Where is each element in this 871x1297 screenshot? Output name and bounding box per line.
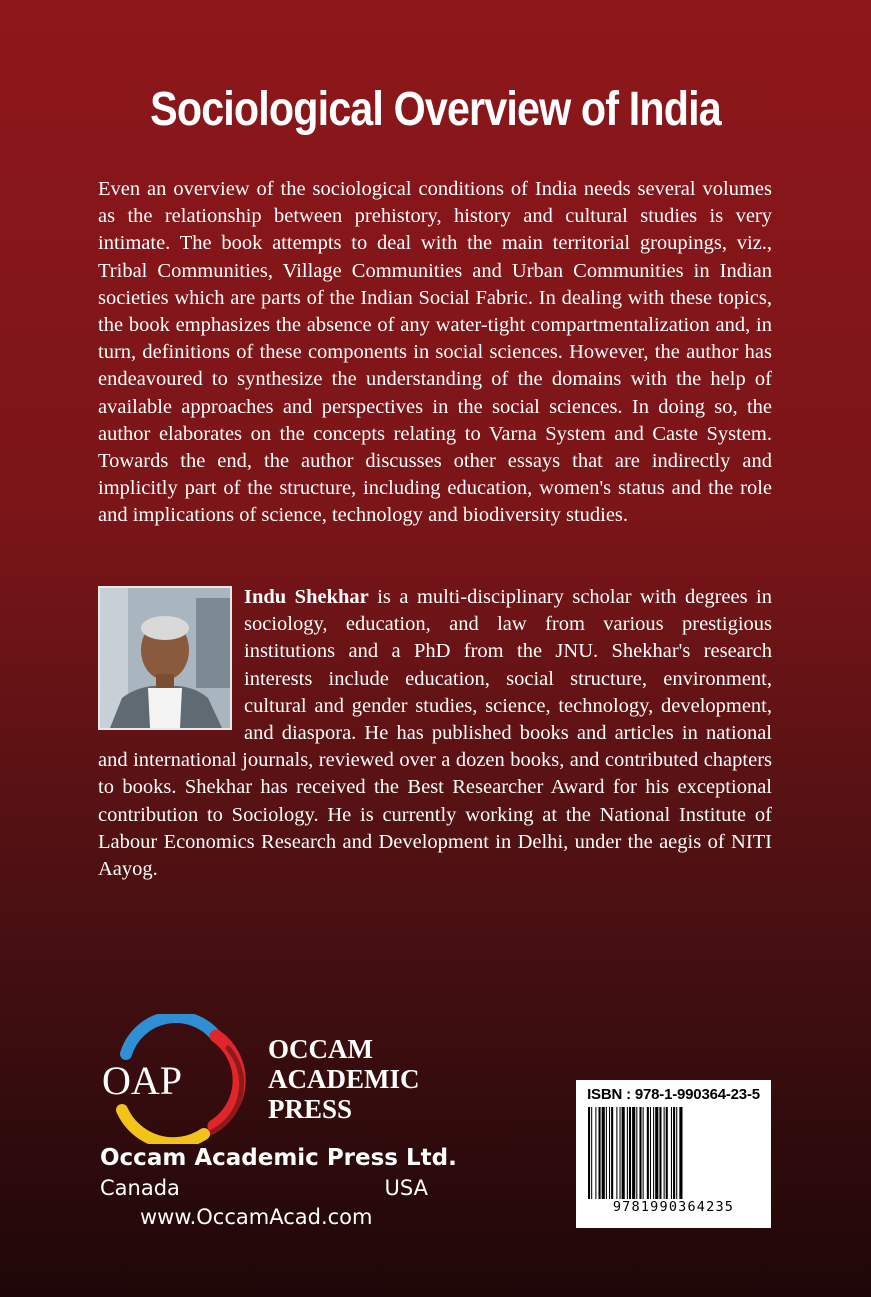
barcode-bar: [670, 1107, 671, 1199]
barcode-bar: [632, 1107, 635, 1199]
barcode-bar: [595, 1107, 596, 1199]
barcode-bar: [639, 1107, 641, 1199]
barcode-bar: [588, 1107, 590, 1199]
publisher-name: Occam Academic Press Ltd.: [100, 1145, 457, 1171]
barcode-bars: [586, 1107, 762, 1199]
publisher-logo: [96, 1014, 256, 1144]
author-section: [98, 584, 772, 883]
logo-initials: OAP: [102, 1058, 183, 1103]
barcode-bar: [598, 1107, 600, 1199]
barcode-bar: [611, 1107, 613, 1199]
barcode-bar: [659, 1107, 661, 1199]
barcode-bar: [679, 1107, 682, 1199]
book-description: Even an overview of the sociological conditions of India needs several volumes as the relationship between prehistory, history and cultural studies is very intimate. The book attempts to deal with the main territorial groupings, viz., Tribal Communities, Village Communities and Urban Communities in Indian societies which are parts of the Indian Social Fabric. In dealing with these topics, the book emphasizes the absence of any water-tight compartmentalization and, in turn, definitions of these components in social sciences. However, the author has endeavoured to synthesize the understanding of the domains with the help of available approaches and perspectives in the social sciences. In doing so, the author elaborates on the concepts relating to Varna System and Caste System. Towards the end, the author discusses other essays that are indirectly and implicitly part of the structure, including education, women's status and the role and implications of science, technology and biodiversity studies.: [98, 178, 772, 527]
barcode-bar: [663, 1107, 664, 1199]
barcode-bar: [676, 1107, 677, 1199]
barcode-bar: [626, 1107, 627, 1199]
oap-ring-logo-icon: [96, 1014, 256, 1144]
barcode-bar: [649, 1107, 650, 1199]
logo-line-1: OCCAM: [268, 1034, 373, 1064]
logo-line-2: ACADEMIC: [268, 1064, 420, 1094]
author-bio: is a multi-disciplinary scholar with degrees in sociology, education, and law from various prestigious institutions and a PhD from the JNU. Shekhar's research interests include education, social structure, environment, cultural and gender studies, science, technology, development, and diaspora. He has published books and articles in national and international journals, reviewed over a dozen books, and contributed chapters to books. Shekhar has received the Best Researcher Award for his exceptional contribution to Sociology. He is currently working at the National Institute of Labour Economics Research and Development in Delhi, under the aegis of NITI Aayog.: [98, 586, 773, 881]
publisher-website: www.OccamAcad.com: [140, 1205, 373, 1229]
barcode-bar: [673, 1107, 675, 1199]
barcode-bar: [619, 1107, 620, 1199]
barcode-bar: [628, 1107, 630, 1199]
barcode-bar: [653, 1107, 654, 1199]
author-name: Indu Shekhar: [244, 586, 369, 608]
barcode-bar: [616, 1107, 617, 1199]
publisher-logo-text: [268, 1034, 420, 1124]
barcode-bar: [609, 1107, 610, 1199]
author-photo: [98, 586, 232, 730]
barcode-bar: [601, 1107, 604, 1199]
location-usa: USA: [384, 1176, 428, 1200]
author-portrait-icon: [100, 588, 230, 728]
barcode-bar: [655, 1107, 658, 1199]
isbn-label: ISBN : 978-1-990364-23-5: [587, 1086, 760, 1103]
barcode-bar: [646, 1107, 648, 1199]
barcode-bar: [605, 1107, 606, 1199]
publisher-locations: [100, 1176, 428, 1200]
isbn-barcode: [576, 1080, 771, 1228]
location-canada: Canada: [100, 1176, 180, 1200]
barcode-bar: [665, 1107, 667, 1199]
barcode-bar: [621, 1107, 624, 1199]
barcode-digits: 9781990364235: [612, 1199, 735, 1215]
barcode-bar: [642, 1107, 643, 1199]
book-title: Sociological Overview of India: [150, 83, 721, 136]
barcode-bar: [591, 1107, 592, 1199]
barcode-bar: [636, 1107, 637, 1199]
logo-line-3: PRESS: [268, 1094, 353, 1124]
